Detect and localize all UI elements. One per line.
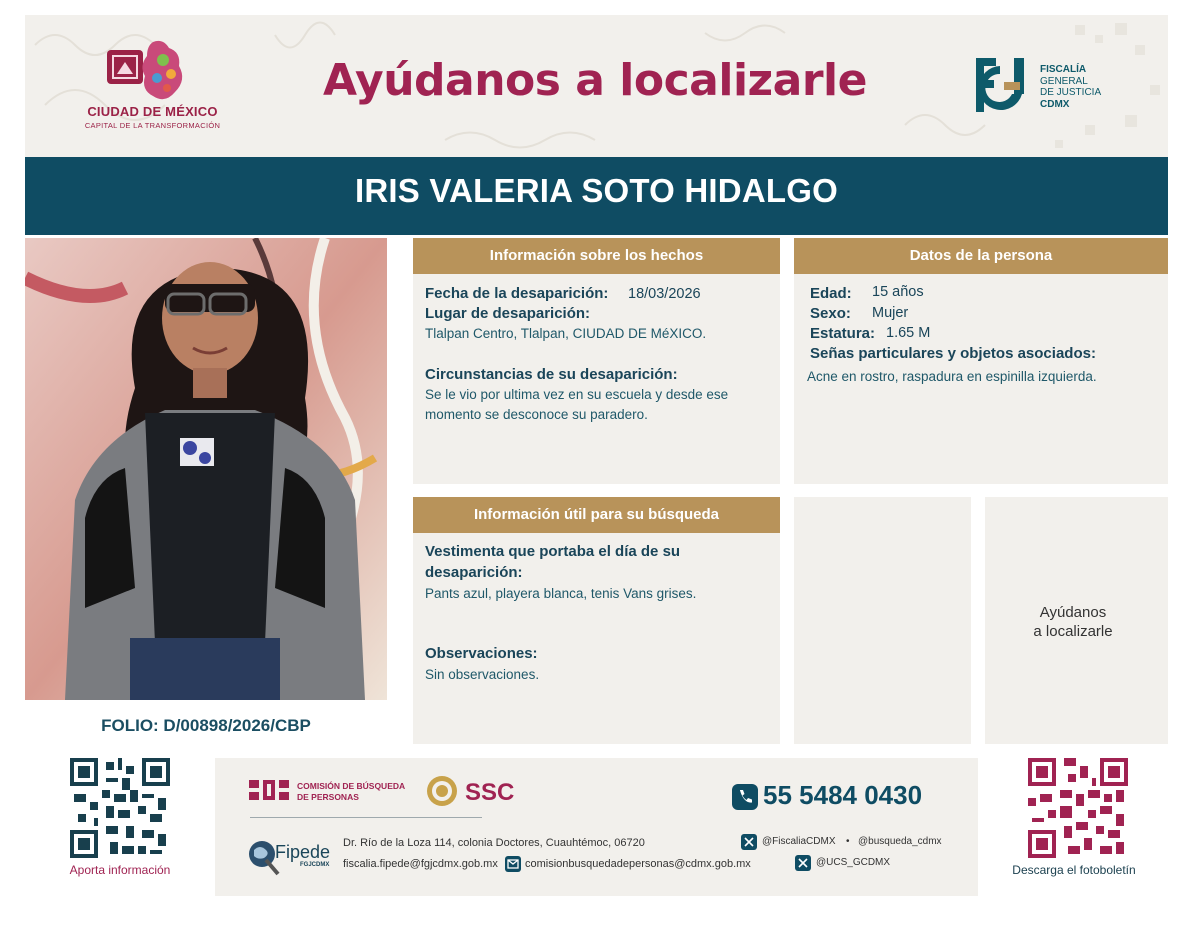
social-separator: • xyxy=(846,836,850,847)
edad-value: 15 años xyxy=(872,284,924,300)
blank-panel xyxy=(794,497,971,744)
social-handle-fiscalia[interactable]: @FiscaliaCDMX xyxy=(762,836,836,847)
cdmx-subtitle: CAPITAL DE LA TRANSFORMACIÓN xyxy=(84,121,221,130)
fipede-name: Fipede xyxy=(275,842,331,862)
comision-line2: DE PERSONAS xyxy=(297,792,359,802)
comision-busqueda-icon xyxy=(249,778,291,802)
senas-value: Acne en rostro, raspadura en espinilla izquierda. xyxy=(807,369,1097,384)
hechos-heading: Información sobre los hechos xyxy=(413,238,780,274)
side-panel-text xyxy=(985,603,1161,641)
estatura-value: 1.65 M xyxy=(886,325,931,341)
qr-code-aporta-icon[interactable] xyxy=(70,758,170,858)
fecha-label: Fecha de la desaparición: xyxy=(425,285,609,302)
social-handle-busqueda[interactable]: @busqueda_cdmx xyxy=(858,836,942,847)
vestimenta-value: Pants azul, playera blanca, tenis Vans grises. xyxy=(425,586,697,601)
lugar-value: Tlalpan Centro, Tlalpan, CIUDAD DE MéXICO. xyxy=(425,326,707,341)
person-photo-illustration xyxy=(25,238,387,700)
senas-label: Señas particulares y objetos asociados: xyxy=(810,345,1096,362)
side-panel-line2: a localizarle xyxy=(1033,623,1113,640)
datos-heading: Datos de la persona xyxy=(794,238,1168,274)
cdmx-coat-of-arms-icon xyxy=(85,38,217,104)
fgj-line4: CDMX xyxy=(1040,98,1070,110)
phone-number[interactable]: 55 5484 0430 xyxy=(763,780,923,810)
comision-line1: COMISIÓN DE BÚSQUEDA xyxy=(297,781,406,791)
util-heading: Información útil para su búsqueda xyxy=(413,497,780,533)
vestimenta-label-line1: Vestimenta que portaba el día de su xyxy=(425,543,681,560)
fgj-line1: FISCALÍA xyxy=(1040,64,1087,75)
circunstancias-value-line2: momento se desconoce su paradero. xyxy=(425,407,648,422)
fecha-value: 18/03/2026 xyxy=(628,286,701,302)
folio-number: FOLIO: D/00898/2026/CBP xyxy=(101,716,311,735)
person-photo xyxy=(25,238,387,700)
x-social-icon xyxy=(741,834,757,850)
email-comision[interactable]: comisionbusquedadepersonas@cdmx.gob.mx xyxy=(525,858,751,870)
x-social-icon-2 xyxy=(795,855,811,871)
page-title: Ayúdanos a localizarle xyxy=(323,55,867,106)
phone-icon xyxy=(732,784,758,810)
side-panel-line1: Ayúdanos xyxy=(1039,604,1107,621)
sexo-value: Mujer xyxy=(872,305,909,321)
fipede-sub: FGJCDMX xyxy=(300,862,330,868)
hechos-card xyxy=(413,238,780,484)
fgj-line2: GENERAL xyxy=(1040,75,1088,87)
ssc-badge-icon xyxy=(425,774,459,808)
social-handle-ucs[interactable]: @UCS_GCDMX xyxy=(816,857,891,868)
fgj-name xyxy=(1040,64,1160,110)
sexo-label: Sexo: xyxy=(810,305,851,322)
edad-label: Edad: xyxy=(810,285,852,302)
observaciones-value: Sin observaciones. xyxy=(425,667,540,682)
email-icon xyxy=(505,856,521,872)
util-card xyxy=(413,497,780,744)
comision-name xyxy=(297,781,405,803)
lugar-label: Lugar de desaparición: xyxy=(425,305,591,322)
fgj-logo-icon xyxy=(970,52,1032,124)
qr-left-caption[interactable]: Aporta información xyxy=(69,863,171,877)
qr-code-fotoboletin-icon[interactable] xyxy=(1028,758,1128,858)
ssc-label: SSC xyxy=(465,779,515,806)
email-fipede[interactable]: fiscalia.fipede@fgjcdmx.gob.mx xyxy=(343,858,498,870)
address: Dr. Río de la Loza 114, colonia Doctores, Cuauhtémoc, 06720 xyxy=(343,837,645,849)
observaciones-label: Observaciones: xyxy=(425,645,538,662)
circunstancias-label: Circunstancias de su desaparición: xyxy=(425,366,678,383)
estatura-label: Estatura: xyxy=(810,325,876,342)
fgj-line3: DE JUSTICIA xyxy=(1040,87,1102,98)
qr-right-caption[interactable]: Descarga el fotoboletín xyxy=(1012,863,1136,877)
vestimenta-label-line2: desaparición: xyxy=(425,564,523,581)
footer-divider xyxy=(250,817,482,818)
person-name: IRIS VALERIA SOTO HIDALGO xyxy=(355,172,838,209)
cdmx-name: CIUDAD DE MÉXICO xyxy=(87,104,218,119)
footer-box xyxy=(215,758,978,896)
circunstancias-value-line1: Se le vio por ultima vez en su escuela y desde ese xyxy=(425,387,729,402)
